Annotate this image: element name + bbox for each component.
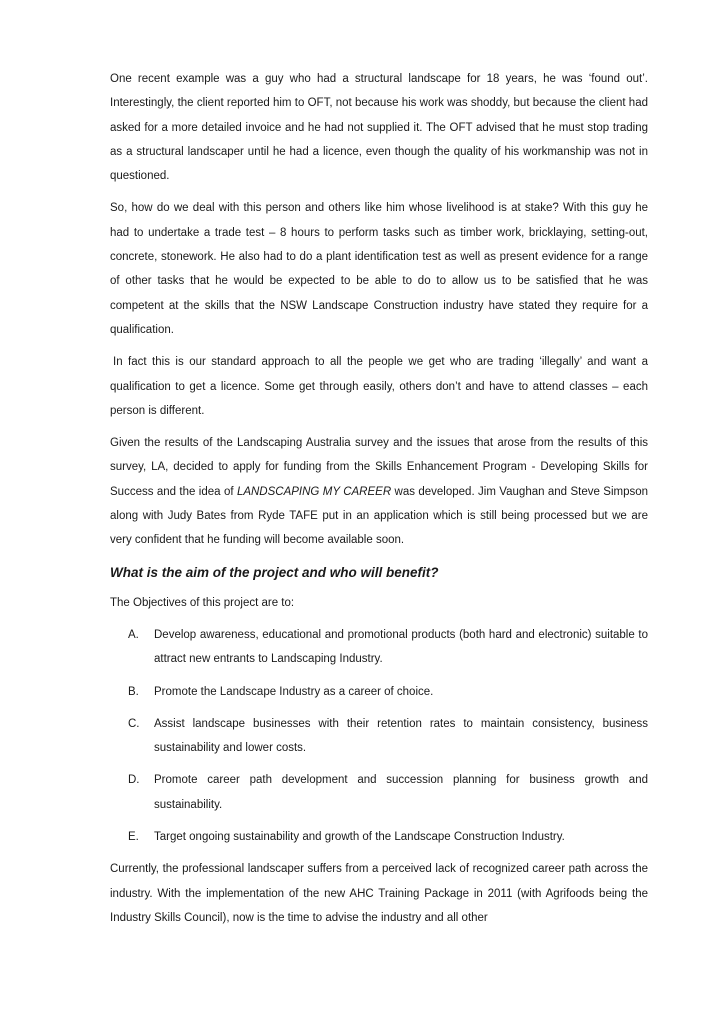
funding-text-start: Given the results of the Landscaping Australia survey and the issues that arose from the results of this survey, LA, decided to apply for funding from the Skills Enhancement Program - Developing Skills for Success and the idea of bbox=[110, 437, 648, 498]
list-item-text: Target ongoing sustainability and growth of the Landscape Construction Industry. bbox=[154, 831, 565, 844]
list-item-text: Promote career path development and succession planning for business growth and sustainability. bbox=[154, 774, 648, 811]
list-item bbox=[110, 680, 648, 704]
list-item bbox=[110, 623, 648, 672]
paragraph-standard-approach: In fact this is our standard approach to all the people we get who are trading ‘illegally’ and want a qualification to get a licence. Some get through easily, others don’t and have to attend classes – each person is different. bbox=[110, 356, 648, 417]
list-item bbox=[110, 712, 648, 761]
list-marker: D. bbox=[128, 774, 140, 787]
list-item bbox=[110, 768, 648, 817]
list-item-text: Develop awareness, educational and promotional products (both hard and electronic) suitable to attract new entrants to Landscaping Industry. bbox=[154, 628, 648, 666]
paragraph-trade-test: So, how do we deal with this person and others like him whose livelihood is at stake? With this guy he had to undertake a trade test – 8 hours to perform tasks such as timber work, bricklaying, setting-out, concrete, stonework. He also had to do a plant identification test as well as present evidence for a range of other tasks that he would be expected to be able to do to allow us to be satisfied that he was competent at the skills that the NSW Landscape Construction industry have stated they require for a qualification. bbox=[110, 202, 648, 336]
objectives-list bbox=[110, 623, 648, 849]
paragraph-objectives-intro: The Objectives of this project are to: bbox=[110, 596, 295, 609]
paragraph-oft-example: One recent example was a guy who had a structural landscape for 18 years, he was ‘found out’. Interestingly, the client reported him to OFT, not because his work was shoddy, but because the client had asked for a more detailed invoice and he had not supplied it. The OFT advised that he must stop trading as a structural landscaper until he had a licence, even though the quality of his workmanship was not in questioned. bbox=[110, 73, 648, 183]
list-item bbox=[110, 825, 648, 849]
list-item-text: Assist landscape businesses with their retention rates to maintain consistency, business sustainability and lower costs. bbox=[154, 717, 648, 755]
list-marker: A. bbox=[128, 628, 139, 641]
list-marker: B. bbox=[128, 685, 139, 698]
funding-text-end: was developed. Jim Vaughan and Steve Simpson along with Judy Bates from Ryde TAFE put in an application which is still being processed but we are very confident that he funding will become available soon. bbox=[110, 485, 649, 547]
section-heading: What is the aim of the project and who will benefit? bbox=[110, 564, 439, 580]
project-name-emphasis: LANDSCAPING MY CAREER bbox=[236, 485, 392, 498]
list-item-text: Promote the Landscape Industry as a career of choice. bbox=[154, 685, 434, 698]
list-marker: E. bbox=[128, 831, 139, 844]
list-marker: C. bbox=[128, 717, 140, 730]
document-page bbox=[110, 67, 648, 938]
paragraph-funding bbox=[110, 431, 648, 552]
paragraph-career-path: Currently, the professional landscaper suffers from a perceived lack of recognized career path across the industry. With the implementation of the new AHC Training Package in 2011 (with Agrifoods being the Industry Skills Council), now is the time to advise the industry and all other bbox=[110, 863, 648, 924]
